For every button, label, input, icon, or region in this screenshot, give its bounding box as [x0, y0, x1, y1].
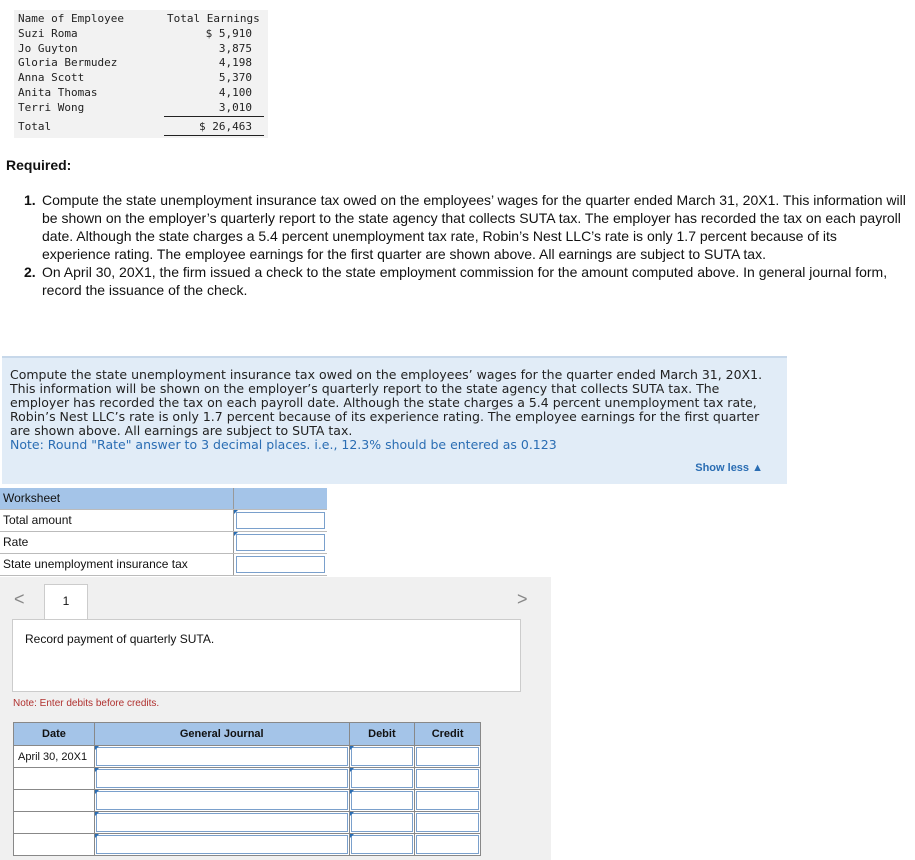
- dropdown-marker-icon: [95, 768, 99, 772]
- dropdown-marker-icon: [234, 510, 238, 514]
- record-instruction-box: [12, 619, 521, 692]
- employee-name: Terri Wong: [18, 101, 85, 114]
- journal-date-cell: [14, 790, 95, 812]
- journal-credit-cell[interactable]: [415, 746, 481, 768]
- instruction-panel: [2, 356, 787, 484]
- worksheet-row-rate: [0, 532, 327, 554]
- worksheet-label: Total amount: [3, 513, 72, 527]
- worksheet-cell: [233, 532, 327, 553]
- journal-debit-cell[interactable]: [349, 746, 415, 768]
- worksheet-cell: [233, 554, 327, 575]
- debit-input[interactable]: [351, 769, 414, 788]
- employee-name: Gloria Bermudez: [18, 56, 118, 69]
- journal-account-cell[interactable]: [94, 746, 349, 768]
- required-item-text: On April 30, 20X1, the firm issued a check to the state employment commission for the amount computed above. In general journal form, record the issuance of the check.: [42, 264, 888, 298]
- show-less-link[interactable]: Show less ▲: [695, 462, 763, 474]
- total-amount: $ 26,463: [199, 120, 252, 133]
- journal-credit-cell[interactable]: [415, 834, 481, 856]
- journal-row: [14, 790, 481, 812]
- rounding-note: Note: Round "Rate" answer to 3 decimal places. i.e., 12.3% should be entered as 0.123: [10, 437, 557, 452]
- debit-input[interactable]: [351, 813, 414, 832]
- employee-row: [18, 42, 268, 56]
- journal-account-cell[interactable]: [94, 834, 349, 856]
- journal-date: April 30, 20X1: [18, 750, 88, 763]
- employee-row: [18, 101, 268, 115]
- header-amount: Total Earnings: [167, 12, 260, 25]
- account-select[interactable]: [96, 747, 348, 766]
- account-select[interactable]: [96, 835, 348, 854]
- journal-account-cell[interactable]: [94, 812, 349, 834]
- journal-debit-cell[interactable]: [349, 768, 415, 790]
- dropdown-marker-icon: [95, 746, 99, 750]
- worksheet-table: [0, 488, 327, 576]
- debit-input[interactable]: [351, 791, 414, 810]
- required-item: [24, 263, 909, 299]
- date-column-header: Date: [14, 723, 95, 746]
- worksheet-label: Rate: [3, 535, 29, 549]
- journal-credit-cell[interactable]: [415, 790, 481, 812]
- employee-row: [18, 71, 268, 85]
- account-select[interactable]: [96, 791, 348, 810]
- dropdown-marker-icon: [350, 790, 354, 794]
- employee-amount: 4,100: [218, 86, 252, 99]
- chevron-right-icon[interactable]: >: [517, 589, 528, 609]
- rate-input[interactable]: [236, 534, 325, 551]
- journal-debit-cell[interactable]: [349, 790, 415, 812]
- journal-date-cell: [14, 768, 95, 790]
- journal-account-cell[interactable]: [94, 768, 349, 790]
- required-item-number: 1.: [24, 192, 36, 208]
- suta-tax-input[interactable]: [236, 556, 325, 573]
- required-list: [24, 191, 909, 299]
- dropdown-marker-icon: [95, 812, 99, 816]
- total-label: Total: [18, 120, 52, 133]
- dropdown-marker-icon: [95, 790, 99, 794]
- employee-amount: 5,370: [218, 71, 252, 84]
- worksheet-header: Worksheet: [3, 491, 61, 505]
- employee-row: [18, 56, 268, 70]
- employee-table-header: [18, 12, 268, 26]
- credit-input[interactable]: [416, 791, 479, 810]
- journal-account-cell[interactable]: [94, 790, 349, 812]
- employee-name: Anita Thomas: [18, 86, 98, 99]
- journal-row: [14, 812, 481, 834]
- instruction-text: [10, 368, 770, 452]
- total-rule: [164, 135, 264, 136]
- credit-input[interactable]: [416, 813, 479, 832]
- instruction-body: Compute the state unemployment insurance tax owed on the employees’ wages for the quarter ended March 31, 20X1. This information will be shown on the employer’s quarterly report to the state agency that collects SUTA tax. The employer has recorded the tax on each payroll date. Although the state charges a 5.4 percent unemployment tax rate, Robin’s Nest LLC’s rate is only 1.7 percent because of its experience rating. The employee earnings for the first quarter are shown above. All earnings are subject to SUTA tax.: [10, 367, 763, 438]
- employee-name: Anna Scott: [18, 71, 85, 84]
- journal-entry-area: [0, 577, 551, 860]
- worksheet-cell: [233, 510, 327, 531]
- employee-amount: 3,875: [218, 42, 252, 55]
- employee-name: Suzi Roma: [18, 27, 78, 40]
- dropdown-marker-icon: [350, 746, 354, 750]
- dropdown-marker-icon: [350, 834, 354, 838]
- chevron-left-icon[interactable]: <: [14, 589, 25, 609]
- general-journal-table: [13, 722, 481, 856]
- debit-input[interactable]: [351, 835, 414, 854]
- account-select[interactable]: [96, 769, 348, 788]
- journal-debit-cell[interactable]: [349, 834, 415, 856]
- journal-header-row: [14, 723, 481, 746]
- worksheet-label: State unemployment insurance tax: [3, 557, 188, 571]
- dropdown-marker-icon: [234, 532, 238, 536]
- required-item-number: 2.: [24, 264, 36, 280]
- journal-row: [14, 746, 481, 768]
- general-journal-column-header: General Journal: [94, 723, 349, 746]
- employee-amount: 3,010: [218, 101, 252, 114]
- journal-row: [14, 834, 481, 856]
- entry-tab-1[interactable]: 1: [44, 584, 88, 621]
- journal-debit-cell[interactable]: [349, 812, 415, 834]
- employee-row: [18, 86, 268, 100]
- required-heading: Required:: [6, 157, 72, 173]
- credit-input[interactable]: [416, 747, 479, 766]
- employee-amount: 4,198: [218, 56, 252, 69]
- required-item-text: Compute the state unemployment insurance tax owed on the employees’ wages for the quarter ended March 31, 20X1. This information will be shown on the employer’s quarterly report to the state agency that collects SUTA tax. The employer has recorded the tax on each payroll date. Although the state charges a 5.4 percent unemployment tax rate, Robin’s Nest LLC’s rate is only 1.7 percent because of its experience rating. The employee earnings for the first quarter are shown above. All earnings are subject to SUTA tax.: [42, 192, 906, 262]
- subtotal-rule: [164, 116, 264, 117]
- employee-earnings-table: [14, 10, 268, 138]
- credit-column-header: Credit: [415, 723, 481, 746]
- account-select[interactable]: [96, 813, 348, 832]
- dropdown-marker-icon: [95, 834, 99, 838]
- debits-note: Note: Enter debits before credits.: [13, 698, 160, 709]
- journal-row: [14, 768, 481, 790]
- required-item: [24, 191, 909, 263]
- worksheet-row-tax: [0, 554, 327, 576]
- journal-date-cell: [14, 746, 95, 768]
- credit-input[interactable]: [416, 835, 479, 854]
- debit-column-header: Debit: [349, 723, 415, 746]
- employee-amount: $ 5,910: [205, 27, 252, 40]
- journal-date-cell: [14, 834, 95, 856]
- employee-name: Jo Guyton: [18, 42, 78, 55]
- journal-date-cell: [14, 812, 95, 834]
- worksheet-header-cell: [233, 488, 327, 509]
- journal-credit-cell[interactable]: [415, 768, 481, 790]
- credit-input[interactable]: [416, 769, 479, 788]
- total-amount-input[interactable]: [236, 512, 325, 529]
- worksheet-row-total: [0, 510, 327, 532]
- header-name: Name of Employee: [18, 12, 124, 25]
- dropdown-marker-icon: [350, 768, 354, 772]
- dropdown-marker-icon: [350, 812, 354, 816]
- journal-credit-cell[interactable]: [415, 812, 481, 834]
- employee-total-row: [18, 120, 268, 134]
- record-instruction-text: Record payment of quarterly SUTA.: [25, 632, 215, 646]
- debit-input[interactable]: [351, 747, 414, 766]
- employee-row: [18, 27, 268, 41]
- worksheet-header-row: [0, 488, 327, 510]
